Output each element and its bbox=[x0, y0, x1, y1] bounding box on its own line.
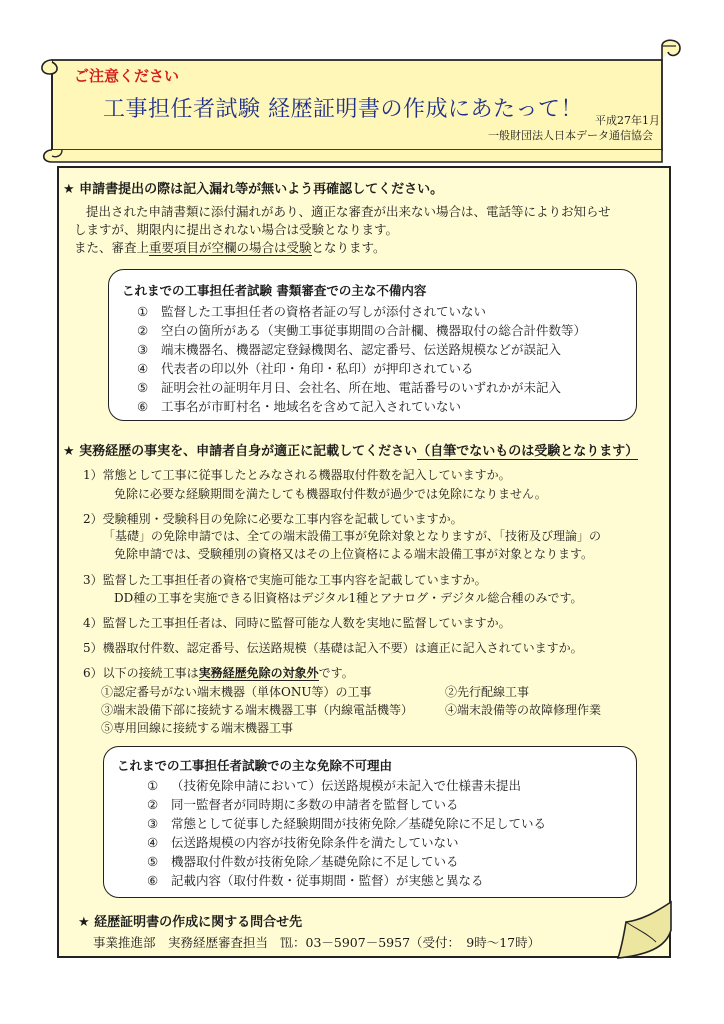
exemption-reason-item: ① （技術免除申請において）伝送路規模が未記入で仕様書未提出 bbox=[147, 778, 522, 793]
handwriting-note: （自筆でないものは受験となります） bbox=[417, 444, 639, 459]
section1-line3: また、審査上重要項目が空欄の場合は受験となります。 bbox=[74, 240, 386, 255]
check-item-3: 3）監督した工事担任者の資格で実施可能な工事内容を記載していますか。 bbox=[83, 573, 487, 587]
check-item-2-note1: 「基礎」の免除申請では、全ての端末設備工事が免除対象となりますが、「技術及び理論」の bbox=[103, 529, 602, 543]
contact-line: 事業推進部 実務経歴審査担当 ℡：03－5907－5957（受付： 9時～17時） bbox=[93, 935, 541, 950]
check-item-1: 1）常態として工事に従事したとみなされる機器取付件数を記入していますか。 bbox=[83, 468, 511, 482]
deficiency-item: ② 空白の箇所がある（実働工事従事期間の合計欄、機器取付の総合計件数等） bbox=[137, 323, 587, 338]
check-item-3-note: DD種の工事を実施できる旧資格はデジタル1種とアナログ・デジタル総合種のみです。 bbox=[114, 591, 583, 605]
important-note: 重要項目が空欄の場合は受験 bbox=[149, 240, 312, 255]
deficiency-item: ⑤ 証明会社の証明年月日、会社名、所在地、電話番号のいずれかが未記入 bbox=[137, 380, 562, 395]
section2-heading: ★ 実務経歴の事実を、申請者自身が適正に記載してください（自筆でないものは受験となります） bbox=[63, 444, 639, 459]
deficiency-item: ③ 端末機器名、機器認定登録機関名、認定番号、伝送路規模などが誤記入 bbox=[137, 342, 562, 357]
exemption-reason-item: ③ 常態として従事した経験期間が技術免除／基礎免除に不足している bbox=[147, 816, 547, 831]
excluded-work-item: ③端末設備下部に接続する端末機器工事（内線電話機等） bbox=[101, 703, 414, 717]
deficiency-item: ⑥ 工事名が市町村名・地域名を含めて記入されていない bbox=[137, 399, 462, 414]
deficiency-item: ④ 代表者の印以外（社印・角印・私印）が押印されている bbox=[137, 361, 474, 376]
check-item-2-note2: 免除申請では、受験種別の資格又はその上位資格による端末設備工事が対象となります。 bbox=[114, 547, 594, 561]
section1-line1: 提出された申請書類に添付漏れがあり、適正な審査が出来ない場合は、電話等によりお知らせ bbox=[86, 204, 611, 219]
deficiency-box-title: これまでの工事担任者試験 書類審査での主な不備内容 bbox=[122, 283, 427, 298]
issuer-name: 一般財団法人日本データ通信協会 bbox=[488, 129, 653, 142]
exemption-reason-item: ② 同一監督者が同時期に多数の申請者を監督している bbox=[147, 797, 459, 812]
check-item-5: 5）機器取付件数、認定番号、伝送路規模（基礎は記入不要）は適正に記入されていますか。 bbox=[83, 641, 583, 655]
deficiency-item: ① 監督した工事担任者の資格者証の写しが添付されていない bbox=[137, 304, 487, 319]
folded-corner bbox=[616, 900, 676, 962]
exemption-reason-item: ⑤ 機器取付件数が技術免除／基礎免除に不足している bbox=[147, 854, 459, 869]
contact-heading: ★ 経歴証明書の作成に関する問合せ先 bbox=[78, 915, 303, 930]
excluded-work-item: ②先行配線工事 bbox=[445, 685, 530, 699]
exemption-excluded: 実務経歴免除の対象外 bbox=[198, 666, 319, 680]
caution-label: ご注意ください bbox=[74, 67, 180, 85]
section1-line2: しますが、期限内に提出されない場合は受験となります。 bbox=[74, 222, 399, 237]
check-item-2: 2）受験種別・受験科目の免除に必要な工事内容を記載していますか。 bbox=[83, 512, 463, 526]
check-item-6: 6）以下の接続工事は実務経歴免除の対象外です。 bbox=[83, 666, 354, 680]
check-item-4: 4）監督した工事担任者は、同時に監督可能な人数を実地に監督していますか。 bbox=[83, 616, 511, 630]
excluded-work-item: ④端末設備等の故障修理作業 bbox=[445, 703, 602, 717]
check-item-1-note: 免除に必要な経験期間を満たしても機器取付件数が過少では免除になりません。 bbox=[114, 487, 547, 501]
exemption-reason-item: ⑥ 記載内容（取付件数・従事期間・監督）が実態と異なる bbox=[147, 873, 484, 888]
exemption-reasons-title: これまでの工事担任者試験での主な免除不可理由 bbox=[117, 758, 393, 773]
excluded-work-item: ①認定番号がない端末機器（単体ONU等）の工事 bbox=[101, 685, 372, 699]
page-title: 工事担任者試験 経歴証明書の作成にあたって！ bbox=[103, 97, 583, 122]
excluded-work-item: ⑤専用回線に接続する端末機器工事 bbox=[101, 721, 294, 735]
issue-date: 平成27年1月 bbox=[595, 114, 660, 127]
section1-heading: ★ 申請書提出の際は記入漏れ等が無いよう再確認してください。 bbox=[63, 182, 444, 197]
exemption-reason-item: ④ 伝送路規模の内容が技術免除条件を満たしていない bbox=[147, 835, 459, 850]
